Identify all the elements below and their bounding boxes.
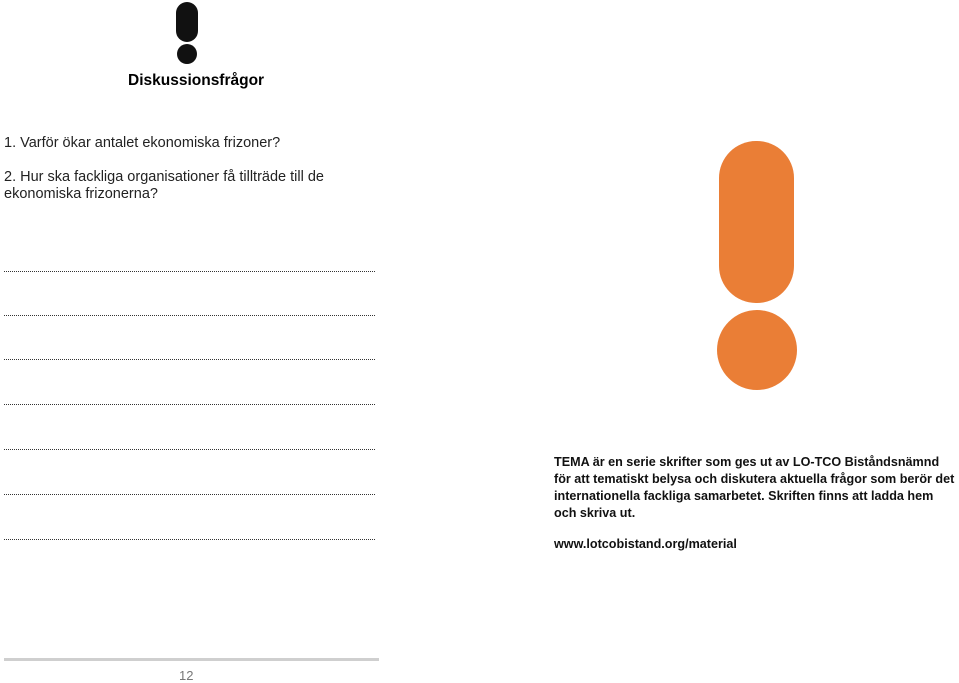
page-title: Diskussionsfrågor [128, 72, 265, 89]
exclamation-dot [177, 44, 197, 64]
answer-line [4, 404, 375, 405]
answer-line [4, 449, 375, 450]
footer-divider [4, 658, 379, 661]
material-link[interactable]: www.lotcobistand.org/material [554, 537, 737, 551]
page-number: 12 [179, 668, 194, 683]
exclamation-bar [176, 2, 198, 42]
answer-line [4, 359, 375, 360]
answer-line [4, 315, 375, 316]
answer-line [4, 271, 375, 272]
question-item: 1. Varför ökar antalet ekonomiska frizoner? [4, 135, 281, 151]
series-description: TEMA är en serie skrifter som ges ut av LO-TCO Biståndsnämnd för att tematiskt belysa och diskutera aktuella frågor som berör det internationella fackliga samarbetet. Skriften finns att ladda hem och skriva ut. [554, 455, 955, 520]
exclamation-icon [176, 2, 198, 62]
question-item: 2. Hur ska fackliga organisationer få tillträde till de ekonomiska frizonerna? [4, 169, 324, 202]
answer-line [4, 539, 375, 540]
large-exclamation-dot-icon [717, 310, 797, 390]
large-exclamation-bar-icon [719, 141, 794, 303]
question-list [4, 135, 404, 220]
answer-line [4, 494, 375, 495]
